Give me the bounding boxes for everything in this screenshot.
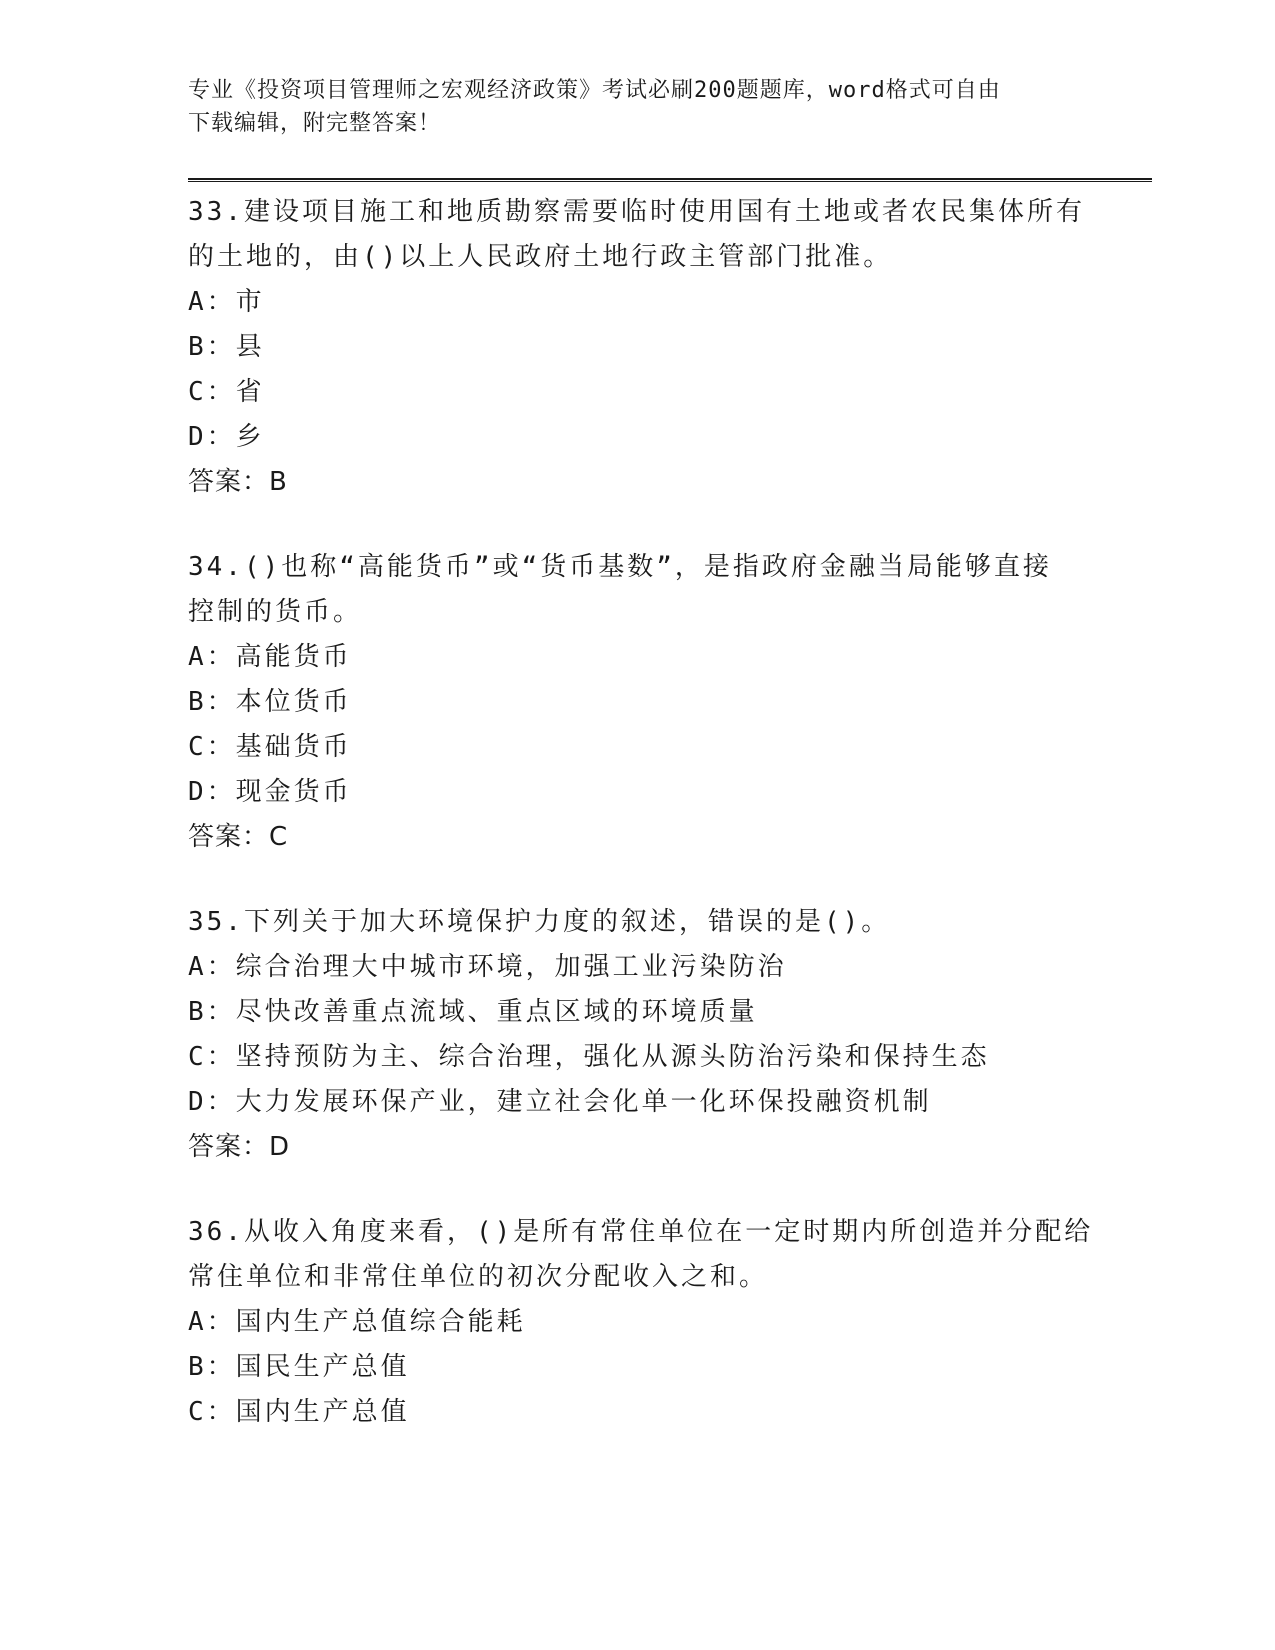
- question-text-line-2: 常住单位和非常住单位的初次分配收入之和。: [188, 1262, 769, 1292]
- option-a: A：国内生产总值综合能耗: [188, 1307, 526, 1337]
- question-list: [188, 190, 1108, 1475]
- option-b: B：本位货币: [188, 687, 352, 717]
- option-a: A：高能货币: [188, 642, 352, 672]
- option-c: C：基础货币: [188, 732, 352, 762]
- option-a: A：市: [188, 287, 265, 317]
- answer: 答案：C: [188, 822, 289, 852]
- question-text-line-1: 35.下列关于加大环境保护力度的叙述，错误的是()。: [188, 907, 891, 937]
- question-text-line-1: 34.()也称“高能货币”或“货币基数”，是指政府金融当局能够直接: [188, 552, 1052, 582]
- option-b: B：国民生产总值: [188, 1352, 410, 1382]
- option-d: D：乡: [188, 422, 265, 452]
- question-35: [188, 900, 1108, 1170]
- header-line-1: 专业《投资项目管理师之宏观经济政策》考试必刷200题题库，word格式可自由: [188, 78, 1001, 103]
- question-36: [188, 1210, 1108, 1435]
- question-text-line-2: 的土地的，由()以上人民政府土地行政主管部门批准。: [188, 242, 893, 272]
- header-line-2: 下载编辑，附完整答案！: [188, 111, 442, 136]
- document-header: [188, 74, 1068, 140]
- question-text-line-2: 控制的货币。: [188, 597, 363, 627]
- option-d: D：大力发展环保产业，建立社会化单一化环保投融资机制: [188, 1087, 932, 1117]
- header-divider: [188, 178, 1152, 182]
- option-c: C：国内生产总值: [188, 1397, 410, 1427]
- option-b: B：县: [188, 332, 265, 362]
- question-text-line-1: 33.建设项目施工和地质勘察需要临时使用国有土地或者农民集体所有: [188, 197, 1085, 227]
- option-c: C：省: [188, 377, 265, 407]
- answer: 答案：B: [188, 467, 288, 497]
- option-d: D：现金货币: [188, 777, 352, 807]
- option-c: C：坚持预防为主、综合治理，强化从源头防治污染和保持生态: [188, 1042, 990, 1072]
- question-text-line-1: 36.从收入角度来看，()是所有常住单位在一定时期内所创造并分配给: [188, 1217, 1094, 1247]
- option-a: A：综合治理大中城市环境，加强工业污染防治: [188, 952, 787, 982]
- question-33: [188, 190, 1108, 505]
- question-34: [188, 545, 1108, 860]
- option-b: B：尽快改善重点流域、重点区域的环境质量: [188, 997, 758, 1027]
- answer: 答案：D: [188, 1132, 291, 1162]
